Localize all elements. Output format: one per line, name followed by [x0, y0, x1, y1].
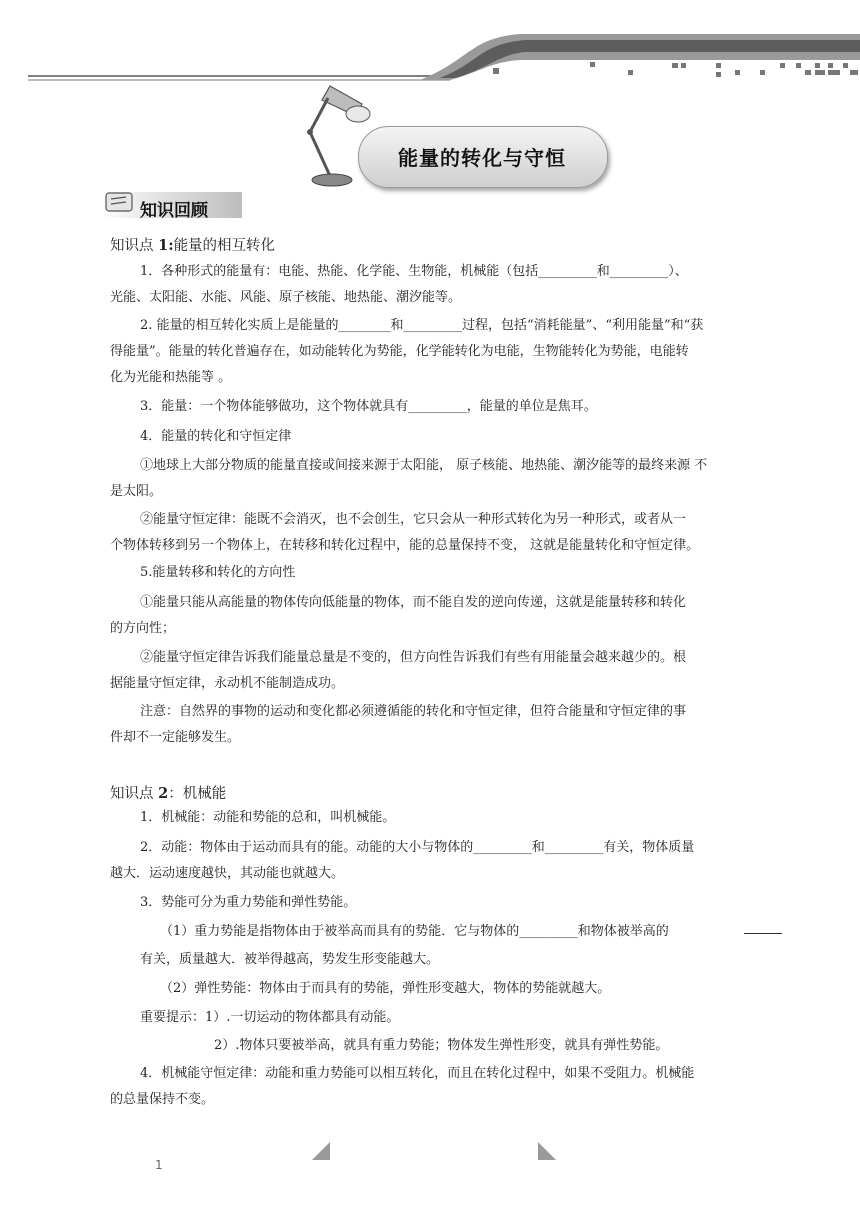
kp2-line: 4．机械能守恒定律：动能和重力势能可以相互转化，而且在转化过程中，如果不受阻力。机械能: [140, 1066, 695, 1081]
kp2-line: 2．动能：物体由于运动而具有的能。动能的大小与物体的_________和_________有关，物体质量: [140, 840, 695, 855]
kp1-heading: [110, 234, 275, 255]
fill-in-blank-line: [744, 933, 782, 934]
desk-lamp-icon: [300, 80, 390, 192]
kp2-line: 越大．运动速度越快，其动能也就越大。: [110, 866, 345, 881]
kp1-heading-num: 1:: [158, 237, 174, 254]
kp2-line: （2）弹性势能：物体由于而具有的势能，弹性形变越大，物体的势能就越大。: [160, 981, 611, 996]
kp2-line: 重要提示：1）.一切运动的物体都具有动能。: [140, 1010, 400, 1025]
kp1-line: 3．能量：一个物体能够做功，这个物体就具有_________，能量的单位是焦耳。: [140, 399, 597, 414]
kp2-heading: [110, 782, 226, 803]
page-title: 能量的转化与守恒: [398, 146, 566, 170]
notebook-icon: [104, 190, 136, 214]
kp1-line: 得能量”。能量的转化普遍存在，如动能转化为势能，化学能转化为电能，生物能转化为势能，电能转: [110, 344, 689, 359]
page-number: 1: [155, 1158, 163, 1172]
kp1-line: ②能量守恒定律告诉我们能量总量是不变的，但方向性告诉我们有些有用能量会越来越少的。根: [140, 650, 687, 665]
kp2-line: （1）重力势能是指物体由于被举高而具有的势能．它与物体的_________和物体被举高的: [160, 924, 669, 939]
kp1-line: ①能量只能从高能量的物体传向低能量的物体，而不能自发的逆向传递，这就是能量转移和转化: [140, 595, 687, 610]
kp2-heading-prefix: 知识点: [110, 786, 159, 802]
kp1-line: 化为光能和热能等 。: [110, 370, 232, 385]
kp1-line: 件却不一定能够发生。: [110, 730, 241, 745]
kp1-line: 4．能量的转化和守恒定律: [140, 429, 292, 444]
kp2-heading-text: ：机械能: [168, 786, 227, 802]
kp1-line: ①地球上大部分物质的能量直接或间接来源于太阳能， 原子核能、地热能、潮汐能等的最终来源 不: [140, 458, 708, 473]
kp1-line: 2. 能量的相互转化实质上是能量的________和_________过程，包括“消耗能量”、“利用能量”和“获: [140, 318, 704, 333]
kp1-line: 5.能量转移和转化的方向性: [140, 565, 296, 580]
kp1-line: 个物体转移到另一个物体上，在转移和转化过程中，能的总量保持不变， 这就是能量转化和守恒定律。: [110, 538, 700, 553]
kp2-line: 的总量保持不变。: [110, 1092, 215, 1107]
kp1-line: 的方向性；: [110, 621, 176, 636]
kp1-heading-text: 能量的相互转化: [173, 238, 276, 254]
kp1-line: 1．各种形式的能量有：电能、热能、化学能、生物能，机械能（包括_________和_________）、: [140, 264, 688, 279]
kp1-line: ②能量守恒定律：能既不会消灭，也不会创生，它只会从一种形式转化为另一种形式，或者从一: [140, 512, 687, 527]
section-label: 知识回顾: [140, 201, 208, 221]
kp2-heading-num: 2: [158, 785, 169, 802]
kp1-line: 据能量守恒定律，永动机不能制造成功。: [110, 676, 345, 691]
corner-right-triangle-icon: [538, 1142, 558, 1160]
kp2-line: 有关，质量越大．被举得越高，势发生形变能越大。: [140, 952, 440, 967]
kp2-line: 3．势能可分为重力势能和弹性势能。: [140, 895, 357, 910]
corner-left-triangle-icon: [312, 1142, 332, 1160]
kp1-line: 是太阳。: [110, 484, 163, 499]
kp1-heading-prefix: 知识点: [110, 238, 159, 254]
kp2-line: 1．机械能：动能和势能的总和，叫机械能。: [140, 810, 396, 825]
kp1-line: 光能、太阳能、水能、风能、原子核能、地热能、潮汐能等。: [110, 290, 462, 305]
kp2-line: 2）.物体只要被举高，就具有重力势能；物体发生弹性形变，就具有弹性势能。: [214, 1038, 669, 1053]
kp1-line: 注意：自然界的事物的运动和变化都必须遵循能的转化和守恒定律，但符合能量和守恒定律的事: [140, 704, 687, 719]
